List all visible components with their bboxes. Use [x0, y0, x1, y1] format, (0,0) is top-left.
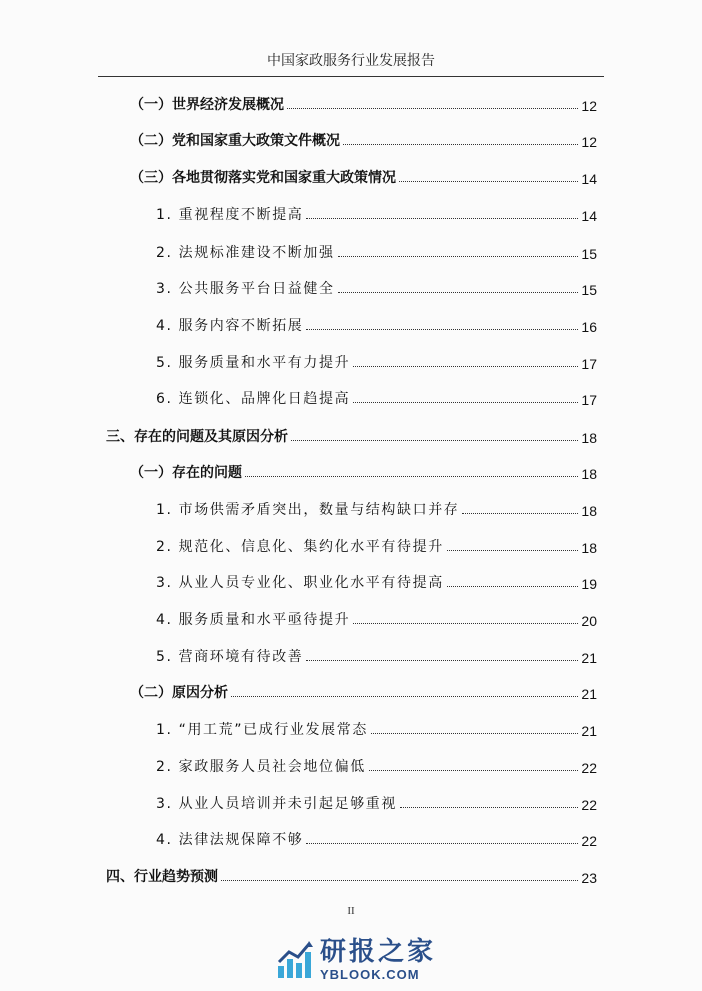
toc-entry[interactable] — [156, 644, 597, 666]
toc-entry-title: 3. 从业人员培训并未引起足够重视 — [156, 796, 398, 812]
toc-entry[interactable] — [156, 350, 597, 372]
toc-entry-title: 3. 公共服务平台日益健全 — [156, 281, 335, 297]
toc-entry[interactable] — [156, 717, 597, 739]
toc-entry-title: 2. 规范化、信息化、集约化水平有待提升 — [156, 539, 444, 555]
toc-entry-page: 22 — [581, 797, 597, 813]
toc-entry[interactable] — [156, 607, 597, 629]
toc-entry-page: 20 — [581, 613, 597, 629]
toc-entry-page: 21 — [581, 650, 597, 666]
toc-entry[interactable] — [156, 570, 597, 592]
toc-leader-dots — [353, 623, 578, 624]
toc-entry-page: 18 — [581, 540, 597, 556]
toc-entry-page: 14 — [581, 208, 597, 224]
toc-entry-title: 2. 家政服务人员社会地位偏低 — [156, 759, 366, 775]
toc-leader-dots — [287, 108, 578, 109]
toc-entry-title: 1. 市场供需矛盾突出，数量与结构缺口并存 — [156, 502, 460, 518]
toc-leader-dots — [338, 292, 579, 293]
toc-entry[interactable] — [156, 313, 597, 335]
toc-leader-dots — [343, 144, 578, 145]
running-header: 中国家政服务行业发展报告 — [267, 53, 435, 69]
toc-leader-dots — [306, 660, 578, 661]
toc-leader-dots — [462, 513, 578, 514]
toc-entry-page: 12 — [581, 98, 597, 114]
toc-entry-title: （一）世界经济发展概况 — [130, 97, 284, 113]
toc-entry-title: （二）原因分析 — [130, 685, 228, 701]
toc-entry[interactable] — [156, 791, 597, 813]
toc-entry-page: 21 — [581, 686, 597, 702]
page-number: II — [347, 905, 355, 917]
toc-entry-title: 6. 连锁化、品牌化日趋提高 — [156, 391, 351, 407]
watermark-brand-en: YBLOOK.COM — [320, 967, 420, 982]
toc-entry-title: 1. 重视程度不断提高 — [156, 207, 304, 223]
toc-leader-dots — [447, 586, 579, 587]
toc-leader-dots — [231, 696, 578, 697]
toc-leader-dots — [338, 256, 579, 257]
toc-entry-page: 17 — [581, 356, 597, 372]
toc-entry-page: 14 — [581, 171, 597, 187]
toc-entry[interactable] — [106, 424, 597, 446]
toc-entry-page: 19 — [581, 576, 597, 592]
toc-entry-page: 23 — [581, 870, 597, 886]
toc-leader-dots — [221, 880, 578, 881]
toc-entry-title: 1. “用工荒”已成行业发展常态 — [156, 722, 368, 738]
toc-entry-page: 15 — [581, 246, 597, 262]
toc-entry-title: 四、行业趋势预测 — [106, 869, 218, 885]
header-rule — [98, 76, 604, 77]
toc-leader-dots — [353, 402, 578, 403]
toc-entry[interactable] — [156, 497, 597, 519]
toc-entry-title: （二）党和国家重大政策文件概况 — [130, 133, 340, 149]
toc-leader-dots — [245, 476, 578, 477]
toc-leader-dots — [399, 181, 578, 182]
toc-leader-dots — [306, 218, 578, 219]
toc-entry-page: 17 — [581, 392, 597, 408]
toc-leader-dots — [306, 329, 578, 330]
toc-leader-dots — [353, 366, 578, 367]
toc-entry-page: 16 — [581, 319, 597, 335]
toc-entry[interactable] — [130, 680, 597, 702]
toc-entry-page: 22 — [581, 760, 597, 776]
toc-entry-title: （一）存在的问题 — [130, 465, 242, 481]
toc-entry-title: 三、存在的问题及其原因分析 — [106, 429, 288, 445]
toc-entry[interactable] — [130, 165, 597, 187]
toc-entry[interactable] — [156, 754, 597, 776]
toc-entry-title: （三）各地贯彻落实党和国家重大政策情况 — [130, 170, 396, 186]
toc-entry-page: 18 — [581, 466, 597, 482]
toc-entry-page: 21 — [581, 723, 597, 739]
toc-entry[interactable] — [106, 864, 597, 886]
toc-entry[interactable] — [156, 386, 597, 408]
toc-entry[interactable] — [156, 534, 597, 556]
toc-entry-page: 12 — [581, 134, 597, 150]
toc-entry[interactable] — [130, 460, 597, 482]
watermark — [276, 936, 436, 984]
toc-leader-dots — [306, 843, 578, 844]
toc-entry[interactable] — [130, 128, 597, 150]
toc-leader-dots — [400, 807, 578, 808]
toc-entry-page: 15 — [581, 282, 597, 298]
toc-entry[interactable] — [130, 92, 597, 114]
bar-chart-logo-icon — [276, 940, 314, 980]
toc-entry[interactable] — [156, 202, 597, 224]
toc-entry-title: 3. 从业人员专业化、职业化水平有待提高 — [156, 575, 444, 591]
toc-entry-page: 18 — [581, 503, 597, 519]
toc-leader-dots — [369, 770, 579, 771]
toc-entry-title: 4. 服务内容不断拓展 — [156, 318, 304, 334]
toc-leader-dots — [371, 733, 579, 734]
toc-entry-title: 5. 营商环境有待改善 — [156, 649, 304, 665]
toc-entry-title: 4. 服务质量和水平亟待提升 — [156, 612, 351, 628]
toc-entry[interactable] — [156, 240, 597, 262]
toc-leader-dots — [291, 440, 578, 441]
toc-entry[interactable] — [156, 276, 597, 298]
toc-entry-title: 5. 服务质量和水平有力提升 — [156, 355, 351, 371]
toc-entry[interactable] — [156, 827, 597, 849]
toc-entry-title: 4. 法律法规保障不够 — [156, 832, 304, 848]
watermark-brand-cn: 研报之家 — [320, 937, 437, 967]
toc-entry-page: 18 — [581, 430, 597, 446]
toc-leader-dots — [447, 550, 579, 551]
toc-entry-page: 22 — [581, 833, 597, 849]
toc-entry-title: 2. 法规标准建设不断加强 — [156, 245, 335, 261]
